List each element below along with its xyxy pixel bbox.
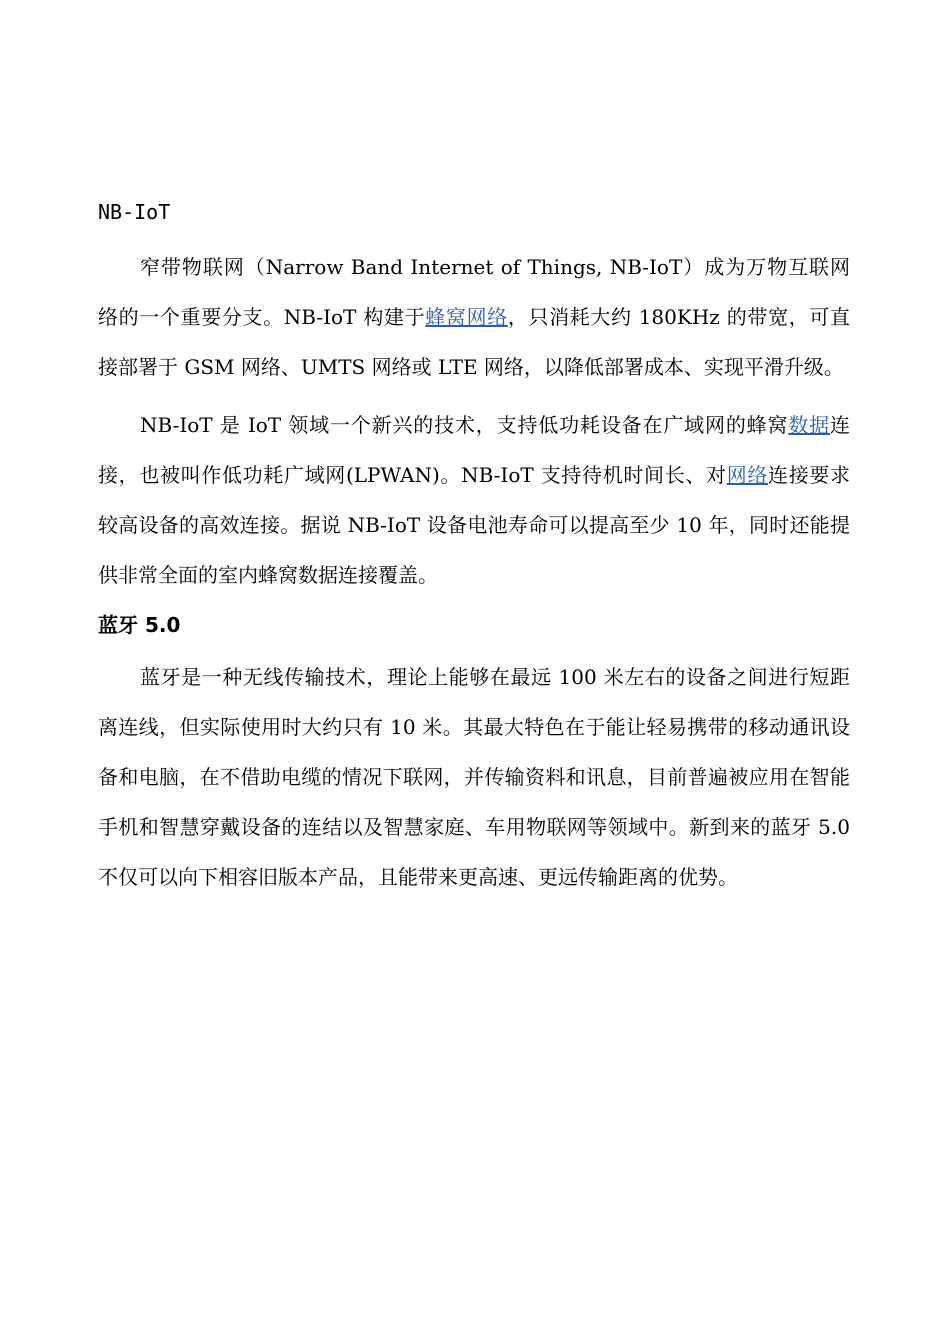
paragraph-text: 窄带物联网（Narrow Band Internet of Things, NB-IoT）成为万物互联网络的一个重要分支。NB-IoT 构建于 [98,255,850,329]
document-page [98,197,850,902]
paragraph-nb-iot-intro [98,242,850,392]
link-network[interactable]: 网络 [726,463,769,487]
paragraph-text: 连接，也被叫作低功耗广域网(LPWAN)。NB-IoT 支持待机时间长、对 [98,413,850,487]
paragraph-text: 连接要求较高设备的高效连接。据说 NB-IoT 设备电池寿命可以提高至少 10 年，同时还能提供非常全面的室内蜂窝数据连接覆盖。 [98,463,851,587]
link-data[interactable]: 数据 [788,413,830,437]
paragraph-bluetooth [98,652,850,902]
link-cellular-network[interactable]: 蜂窝网络 [425,305,508,329]
paragraph-text: NB-IoT 是 IoT 领域一个新兴的技术，支持低功耗设备在广域网的蜂窝 [140,413,789,437]
paragraph-nb-iot-details [98,400,850,600]
section-heading-bluetooth: 蓝牙 5.0 [98,613,181,637]
paragraph-text: ，只消耗大约 180KHz 的带宽，可直接部署于 GSM 网络、UMTS 网络或 LTE 网络，以降低部署成本、实现平滑升级。 [98,305,850,379]
section-heading-nb-iot: NB-IoT [98,200,171,224]
paragraph-text: 蓝牙是一种无线传输技术，理论上能够在最远 100 米左右的设备之间进行短距离连线，但实际使用时大约只有 10 米。其最大特色在于能让轻易携带的移动通讯设备和电脑，在不借助电缆的情况下联网，并传输资料和讯息，目前普遍被应用在智能手机和智慧穿戴设备的连结以及智慧家庭、车用物联网等领域中。新到来的蓝牙 5.0 不仅可以向下相容旧版本产品，且能带来更高速、更远传输距离的优势。 [98,665,850,889]
